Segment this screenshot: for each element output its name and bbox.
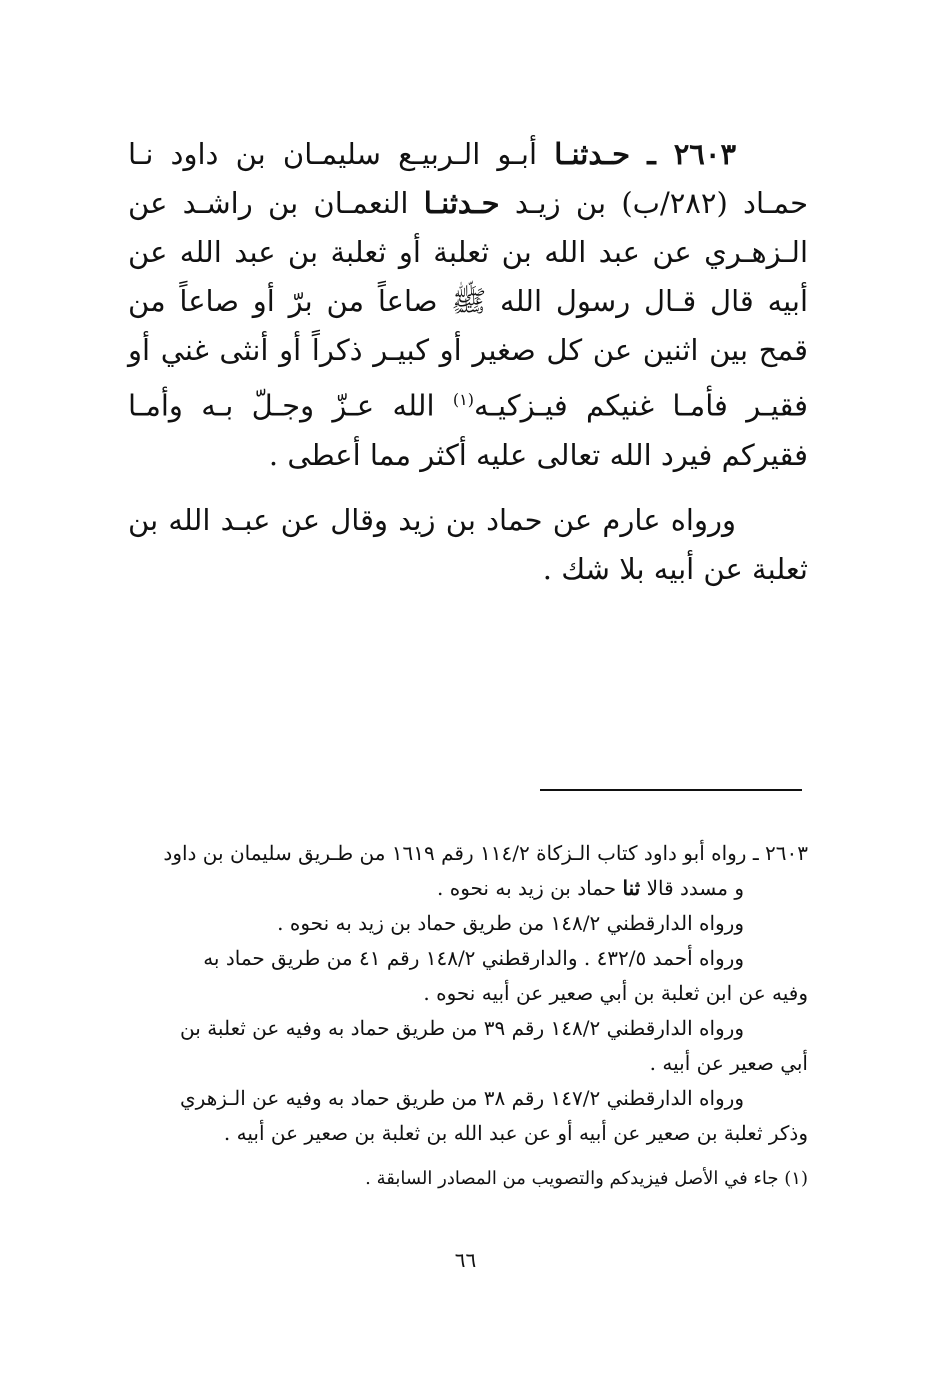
haddathana-term: حـدثنـا <box>554 137 631 171</box>
footnote-correction-note: (١) جاء في الأصل فيزيدكم والتصويب من المصادر السابقة . <box>365 1168 808 1189</box>
footnote-separator <box>540 789 802 791</box>
footnote-marker: (١) <box>452 390 474 409</box>
footnote-takhrij-2: ورواه الدارقطني ١٤٨/٢ من طريق حماد بن زيد به نحوه . <box>277 911 744 935</box>
hadith-text-segment: الله عـزّ وجـلّ بـه وأمـا فقيركم فيرد الله تعالى عليه أكثر مما أعطى . <box>128 388 808 472</box>
hadith-paragraph-variant: ورواه عارم عن حماد بن زيد وقال عن عبـد الله بن ثعلبة عن أبيه بلا شك . <box>128 502 808 586</box>
hadith-paragraph-2603 <box>128 130 808 480</box>
footnote-line: أبي صعير عن أبيه . <box>649 1051 808 1075</box>
footnotes-section <box>128 836 808 1196</box>
footnote-line: ٢٦٠٣ ـ رواه أبو داود كتاب الـزكاة ١١٤/٢ رقم ١٦١٩ من طـريق سليمان بن داود <box>163 841 808 865</box>
hadith-text-segment: أبـو الـربيـع سليمـان بن داود نـا حمـاد (٢٨٢/ب) بن زيـد <box>128 137 808 220</box>
footnote-takhrij-4 <box>128 1011 808 1081</box>
footnote-text-segment: حماد بن زيد به نحوه . <box>437 876 617 900</box>
footnote-line: ورواه الدارقطني ١٤٨/٢ رقم ٣٩ من طريق حماد به وفيه عن ثعلبة بن <box>180 1016 744 1040</box>
hadith-text-segment: النعمـان بن راشـد عن الـزهـري عن عبد الله بن ثعلبة أو ثعلبة بن عبد الله عن أبيه قال قـال رسول الله ﷺ صاعاً من برّ أو صاعاً من قمح بين اثنين عن كل صغير أو كبيـر ذكراً أو أنثى غني أو فقيـر فأمـا غنيكم فيـزكيـه <box>128 186 808 423</box>
footnote-line: وفيه عن ابن ثعلبة بن أبي صعير عن أبيه نحوه . <box>423 981 808 1005</box>
footnote-line <box>128 871 808 906</box>
footnote-takhrij-1 <box>128 836 808 906</box>
footnote-takhrij-5 <box>128 1081 808 1151</box>
hadith-number: ٢٦٠٣ ـ <box>647 137 737 171</box>
page-number: ٦٦ <box>454 1248 477 1272</box>
hadith-text <box>128 130 808 610</box>
haddathana-term: حـدثنـا <box>423 186 500 220</box>
footnote-text-segment: و مسدد قالا <box>646 876 744 900</box>
footnote-takhrij-3 <box>128 941 808 1011</box>
thana-term: ثنا <box>622 876 641 900</box>
footnote-line: وذكر ثعلبة بن صعير عن أبيه أو عن عبد الله بن ثعلبة بن صعير عن أبيه . <box>223 1121 808 1145</box>
footnote-line: ورواه الدارقطني ١٤٧/٢ رقم ٣٨ من طريق حماد به وفيه عن الـزهري <box>180 1086 744 1110</box>
footnote-line: ورواه أحمد ٤٣٢/٥ . والدارقطني ١٤٨/٢ رقم ٤١ من طريق حماد به <box>203 946 744 970</box>
